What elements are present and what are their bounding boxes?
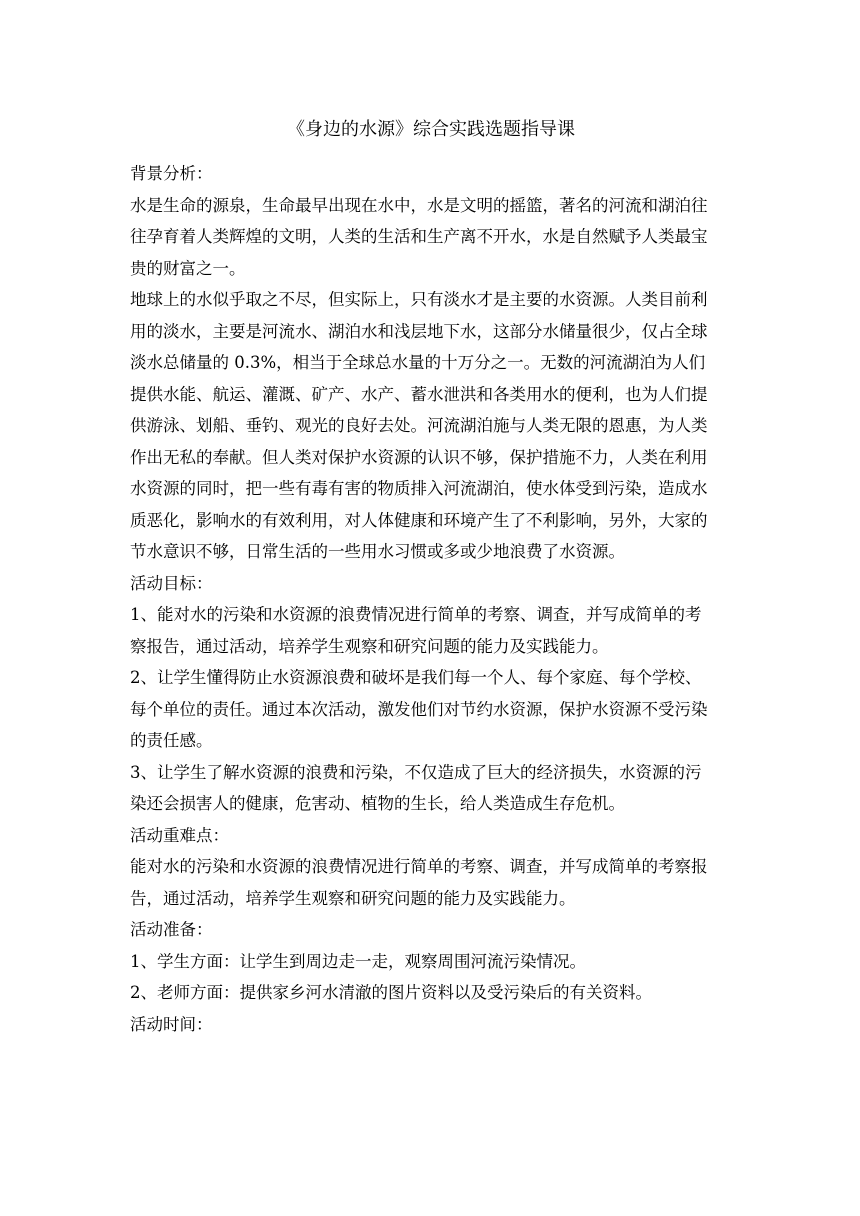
paragraph-line: 提供水能、航运、灌溉、矿产、水产、蓄水泄洪和各类用水的便利，也为人们提 bbox=[130, 384, 708, 404]
section-heading-time: 活动时间： bbox=[130, 1014, 213, 1034]
paragraph-line: 贵的财富之一。 bbox=[130, 258, 246, 278]
list-item-line: 的责任感。 bbox=[130, 731, 213, 750]
paragraph-line: 供游泳、划船、垂钓、观光的良好去处。河流湖泊施与人类无限的恩惠，为人类 bbox=[130, 416, 708, 435]
paragraph-line: 地球上的水似乎取之不尽，但实际上，只有淡水才是主要的水资源。人类目前利 bbox=[130, 290, 708, 309]
list-item-line: 1、能对水的污染和水资源的浪费情况进行简单的考察、调查，并写成简单的考 bbox=[130, 605, 702, 624]
paragraph-line: 告，通过活动，培养学生观察和研究问题的能力及实践能力。 bbox=[130, 888, 576, 908]
section-heading-preparation: 活动准备： bbox=[130, 920, 213, 939]
list-item-line: 3、让学生了解水资源的浪费和污染，不仅造成了巨大的经济损失，水资源的污 bbox=[130, 762, 702, 782]
list-item-line: 1、学生方面：让学生到周边走一走，观察周围河流污染情况。 bbox=[130, 951, 586, 971]
paragraph-line: 质恶化，影响水的有效利用，对人体健康和环境产生了不利影响，另外，大家的 bbox=[130, 510, 708, 530]
paragraph-line: 往孕育着人类辉煌的文明，人类的生活和生产离不开水，水是自然赋予人类最宝 bbox=[130, 227, 708, 246]
paragraph-line: 作出无私的奉献。但人类对保护水资源的认识不够，保护措施不力，人类在利用 bbox=[130, 447, 708, 467]
list-item-line: 2、让学生懂得防止水资源浪费和破坏是我们每一个人、每个家庭、每个学校、 bbox=[130, 668, 702, 687]
list-item-line: 2、老师方面：提供家乡河水清澈的图片资料以及受污染后的有关资料。 bbox=[130, 983, 652, 1002]
paragraph-line: 水资源的同时，把一些有毒有害的物质排入河流湖泊，使水体受到污染，造成水 bbox=[130, 479, 708, 498]
paragraph-line: 淡水总储量的 0.3%，相当于全球总水量的十万分之一。无数的河流湖泊为人们 bbox=[130, 353, 706, 372]
section-heading-key-points: 活动重难点： bbox=[130, 825, 229, 845]
section-heading-goals: 活动目标： bbox=[130, 573, 213, 593]
list-item-line: 察报告，通过活动，培养学生观察和研究问题的能力及实践能力。 bbox=[130, 636, 609, 656]
document-title: 《身边的水源》综合实践选题指导课 bbox=[287, 119, 575, 140]
paragraph-line: 用的淡水，主要是河流水、湖泊水和浅层地下水，这部分水储量很少，仅占全球 bbox=[130, 321, 708, 341]
list-item-line: 每个单位的责任。通过本次活动，激发他们对节约水资源，保护水资源不受污染 bbox=[130, 699, 708, 719]
paragraph-line: 水是生命的源泉，生命最早出现在水中，水是文明的摇篮，著名的河流和湖泊往 bbox=[130, 195, 708, 215]
paragraph-line: 节水意识不够，日常生活的一些用水习惯或多或少地浪费了水资源。 bbox=[130, 542, 625, 561]
paragraph-line: 能对水的污染和水资源的浪费情况进行简单的考察、调查，并写成简单的考察报 bbox=[130, 857, 708, 876]
list-item-line: 染还会损害人的健康，危害动、植物的生长，给人类造成生存危机。 bbox=[130, 794, 625, 813]
section-heading-background: 背景分析： bbox=[130, 164, 213, 183]
